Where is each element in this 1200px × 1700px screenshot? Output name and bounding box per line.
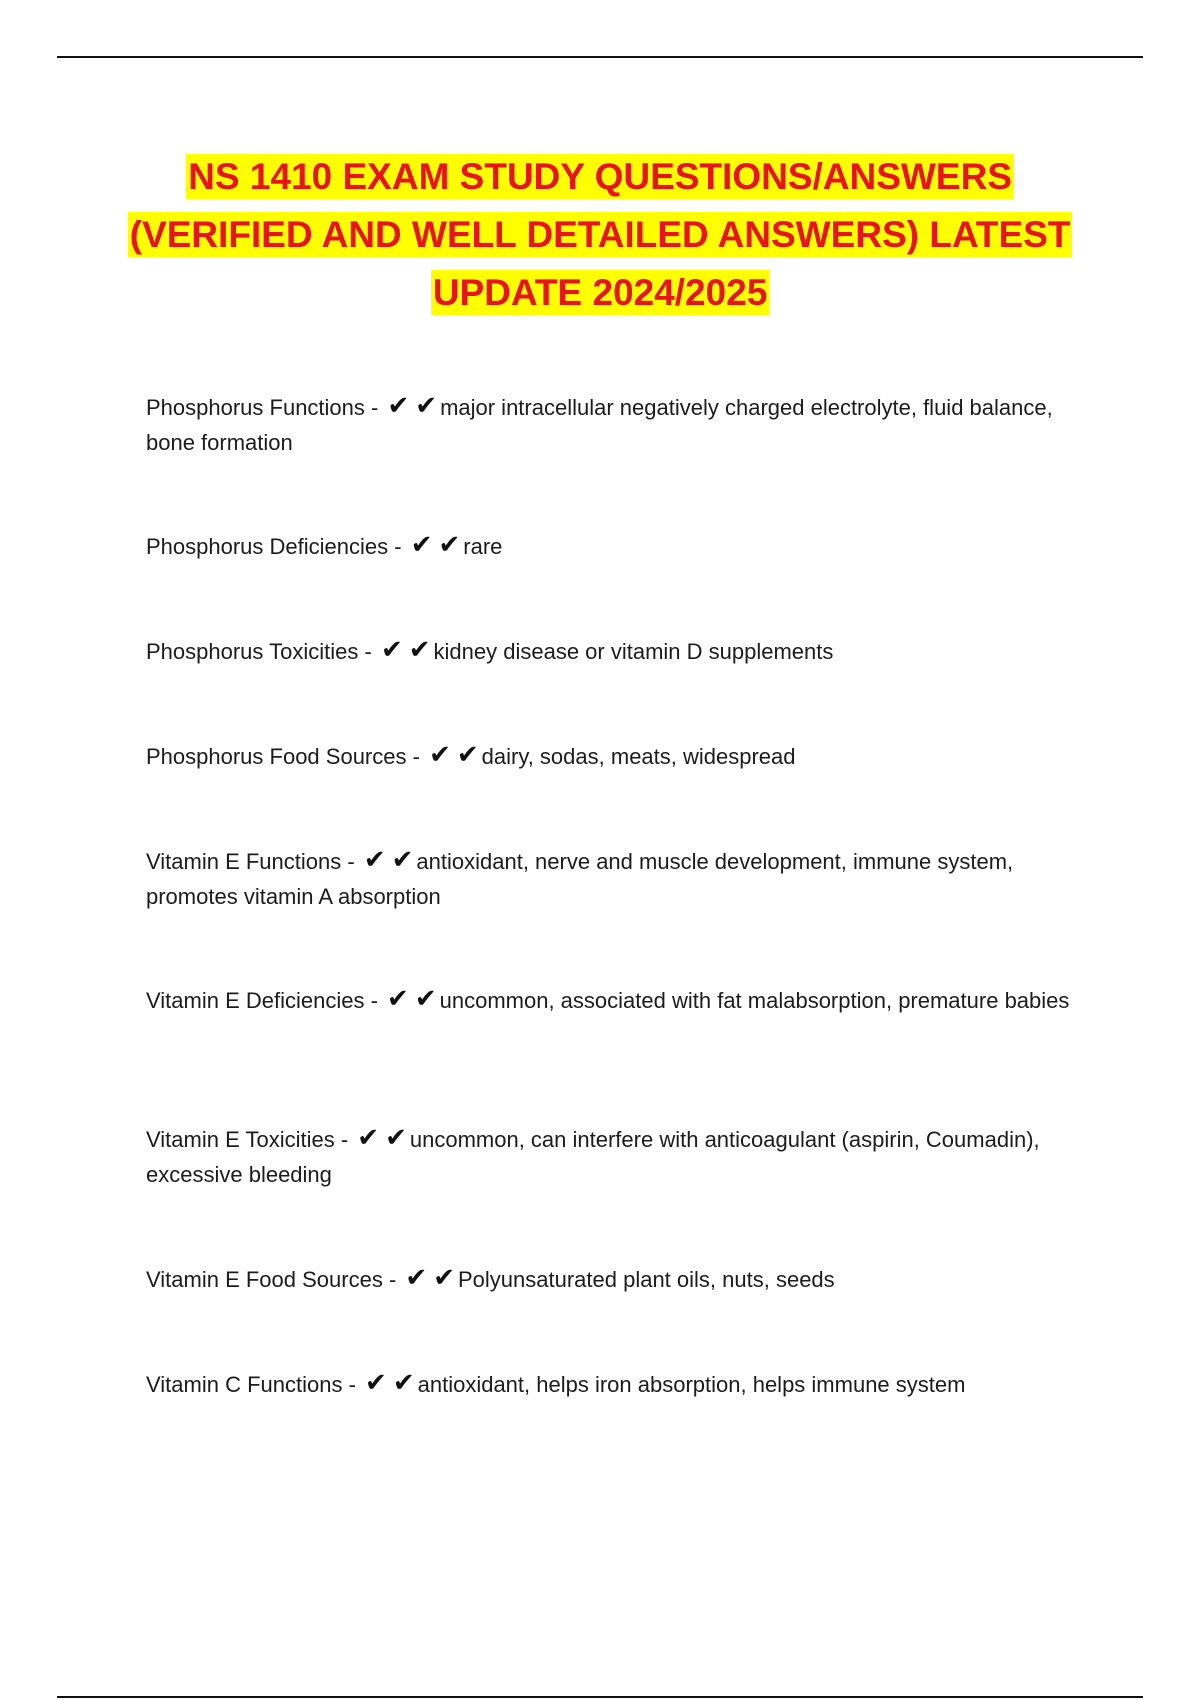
qa-separator: - [358, 639, 378, 664]
document-title [120, 148, 1080, 322]
qa-term: Vitamin E Functions [146, 849, 342, 874]
qa-answer: major intracellular negatively charged electrolyte, fluid balance, bone formation [146, 395, 1053, 455]
qa-term: Phosphorus Toxicities [146, 639, 359, 664]
qa-separator: - [334, 1127, 355, 1152]
qa-separator: - [388, 534, 408, 559]
check-mark-icon: ✔ [363, 844, 386, 874]
check-mark-icon: ✔ [385, 1122, 407, 1152]
qa-item-vitamin-e-functions [146, 844, 1086, 914]
check-mark-icon: ✔ [410, 529, 433, 559]
qa-term: Vitamin E Food Sources [146, 1267, 383, 1292]
title-line-2: (VERIFIED AND WELL DETAILED ANSWERS) LATEST [129, 214, 1071, 255]
title-line-3: UPDATE 2024/2025 [432, 272, 768, 313]
check-mark-icon: ✔ [429, 739, 451, 769]
bottom-rule [57, 1696, 1143, 1698]
qa-term: Phosphorus Functions [146, 395, 365, 420]
qa-answer: antioxidant, helps iron absorption, helps immune system [417, 1372, 966, 1397]
qa-item-phosphorus-functions [146, 390, 1086, 460]
qa-term: Vitamin C Functions [146, 1372, 343, 1397]
qa-answer: rare [463, 534, 503, 559]
qa-term: Phosphorus Deficiencies [146, 534, 389, 559]
qa-separator: - [364, 988, 385, 1013]
qa-answer: dairy, sodas, meats, widespread [481, 744, 796, 769]
qa-item-phosphorus-food-sources [146, 739, 1086, 774]
check-mark-icon: ✔ [414, 983, 437, 1013]
qa-separator: - [342, 1372, 363, 1397]
title-line-1: NS 1410 EXAM STUDY QUESTIONS/ANSWERS [188, 156, 1012, 197]
check-mark-icon: ✔ [387, 390, 410, 420]
qa-term: Phosphorus Food Sources [146, 744, 407, 769]
qa-answer: Polyunsaturated plant oils, nuts, seeds [457, 1267, 835, 1292]
check-mark-icon: ✔ [408, 634, 431, 664]
check-mark-icon: ✔ [380, 634, 403, 664]
qa-term: Vitamin E Deficiencies [146, 988, 365, 1013]
qa-term: Vitamin E Toxicities [146, 1127, 335, 1152]
qa-answer: antioxidant, nerve and muscle development, immune system, promotes vitamin A absorption [146, 849, 1014, 909]
qa-item-phosphorus-deficiencies [146, 529, 1086, 564]
check-mark-icon: ✔ [357, 1122, 380, 1152]
check-mark-icon: ✔ [456, 739, 479, 769]
qa-item-phosphorus-toxicities [146, 634, 1086, 669]
qa-answer: uncommon, associated with fat malabsorption, premature babies [439, 988, 1070, 1013]
check-mark-icon: ✔ [365, 1367, 387, 1397]
top-rule [57, 56, 1143, 58]
qa-separator: - [341, 849, 361, 874]
qa-item-vitamin-c-functions [146, 1367, 1086, 1402]
qa-item-vitamin-e-food-sources [146, 1262, 1086, 1297]
check-mark-icon: ✔ [391, 844, 414, 874]
qa-separator: - [364, 395, 385, 420]
check-mark-icon: ✔ [387, 983, 409, 1013]
qa-item-vitamin-e-toxicities [146, 1122, 1086, 1192]
qa-separator: - [382, 1267, 403, 1292]
qa-separator: - [406, 744, 427, 769]
check-mark-icon: ✔ [438, 529, 461, 559]
qa-item-vitamin-e-deficiencies [146, 983, 1086, 1018]
qa-answer: kidney disease or vitamin D supplements [433, 639, 834, 664]
check-mark-icon: ✔ [415, 390, 438, 420]
check-mark-icon: ✔ [392, 1367, 415, 1397]
check-mark-icon: ✔ [405, 1262, 428, 1292]
qa-answer: uncommon, can interfere with anticoagulant (aspirin, Coumadin), excessive bleeding [146, 1127, 1040, 1187]
check-mark-icon: ✔ [433, 1262, 455, 1292]
